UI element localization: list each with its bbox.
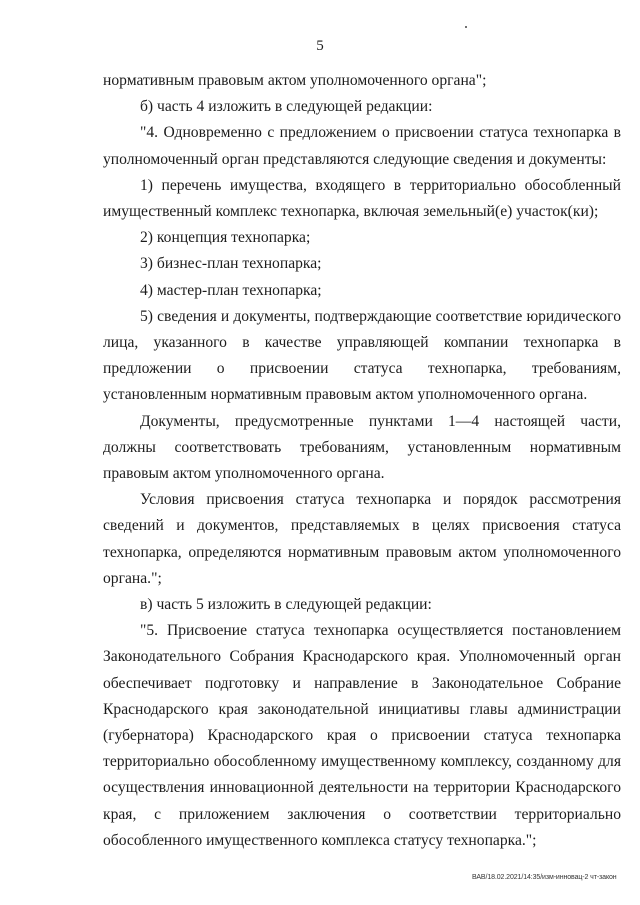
- page-number: 5: [316, 38, 324, 54]
- document-body: [103, 68, 621, 854]
- paragraph-v: в) часть 5 изложить в следующей редакции:: [140, 596, 432, 614]
- paragraph-b: б) часть 4 изложить в следующей редакции:: [140, 98, 433, 116]
- list-item-2: 2) концепция технопарка;: [140, 229, 311, 247]
- list-item-5: 5) сведения и документы, подтверждающие соответствие юридического лица, указанного в качестве управляющей компании технопарка в предложении о присвоении статуса технопарка, требованиям, установленным нормативным правовым актом уполномоченного органа.: [103, 307, 621, 404]
- paragraph-part-4: "4. Одновременно с предложением о присвоении статуса технопарка в уполномоченный орган представляются следующие сведения и документы:: [103, 124, 621, 168]
- list-item-4: 4) мастер-план технопарка;: [140, 281, 322, 299]
- footer-stamp: ВАВ/18.02.2021/14:35/изм-инновац-2 чт-закон: [472, 874, 617, 881]
- scan-mark: [465, 26, 467, 28]
- paragraph-documents: Документы, предусмотренные пунктами 1—4 настоящей части, должны соответствовать требованиям, установленным нормативным правовым актом уполномоченного органа.: [103, 412, 621, 483]
- paragraph-continuation: нормативным правовым актом уполномоченного органа";: [103, 72, 487, 89]
- paragraph-conditions: Условия присвоения статуса технопарка и порядок рассмотрения сведений и документов, представляемых в целях присвоения статуса технопарка, определяются нормативным правовым актом уполномоченного органа.";: [103, 491, 621, 587]
- list-item-1: 1) перечень имущества, входящего в территориально обособленный имущественный комплекс технопарка, включая земельный(е) участок(ки);: [103, 176, 621, 221]
- paragraph-part-5: "5. Присвоение статуса технопарка осуществляется постановлением Законодательного Собрания Краснодарского края. Уполномоченный орган обеспечивает подготовку и направление в Законодательное Собрание Краснодарского края законодательной инициативы главы администрации (губернатора) Краснодарского края о присвоении статуса технопарка территориально обособленному имущественному комплексу, созданному для осуществления инновационной деятельности на территории Краснодарского края, с приложением заключения о соответствии территориально обособленного имущественного комплекса статусу технопарка.";: [103, 622, 621, 849]
- list-item-3: 3) бизнес-план технопарка;: [140, 255, 322, 273]
